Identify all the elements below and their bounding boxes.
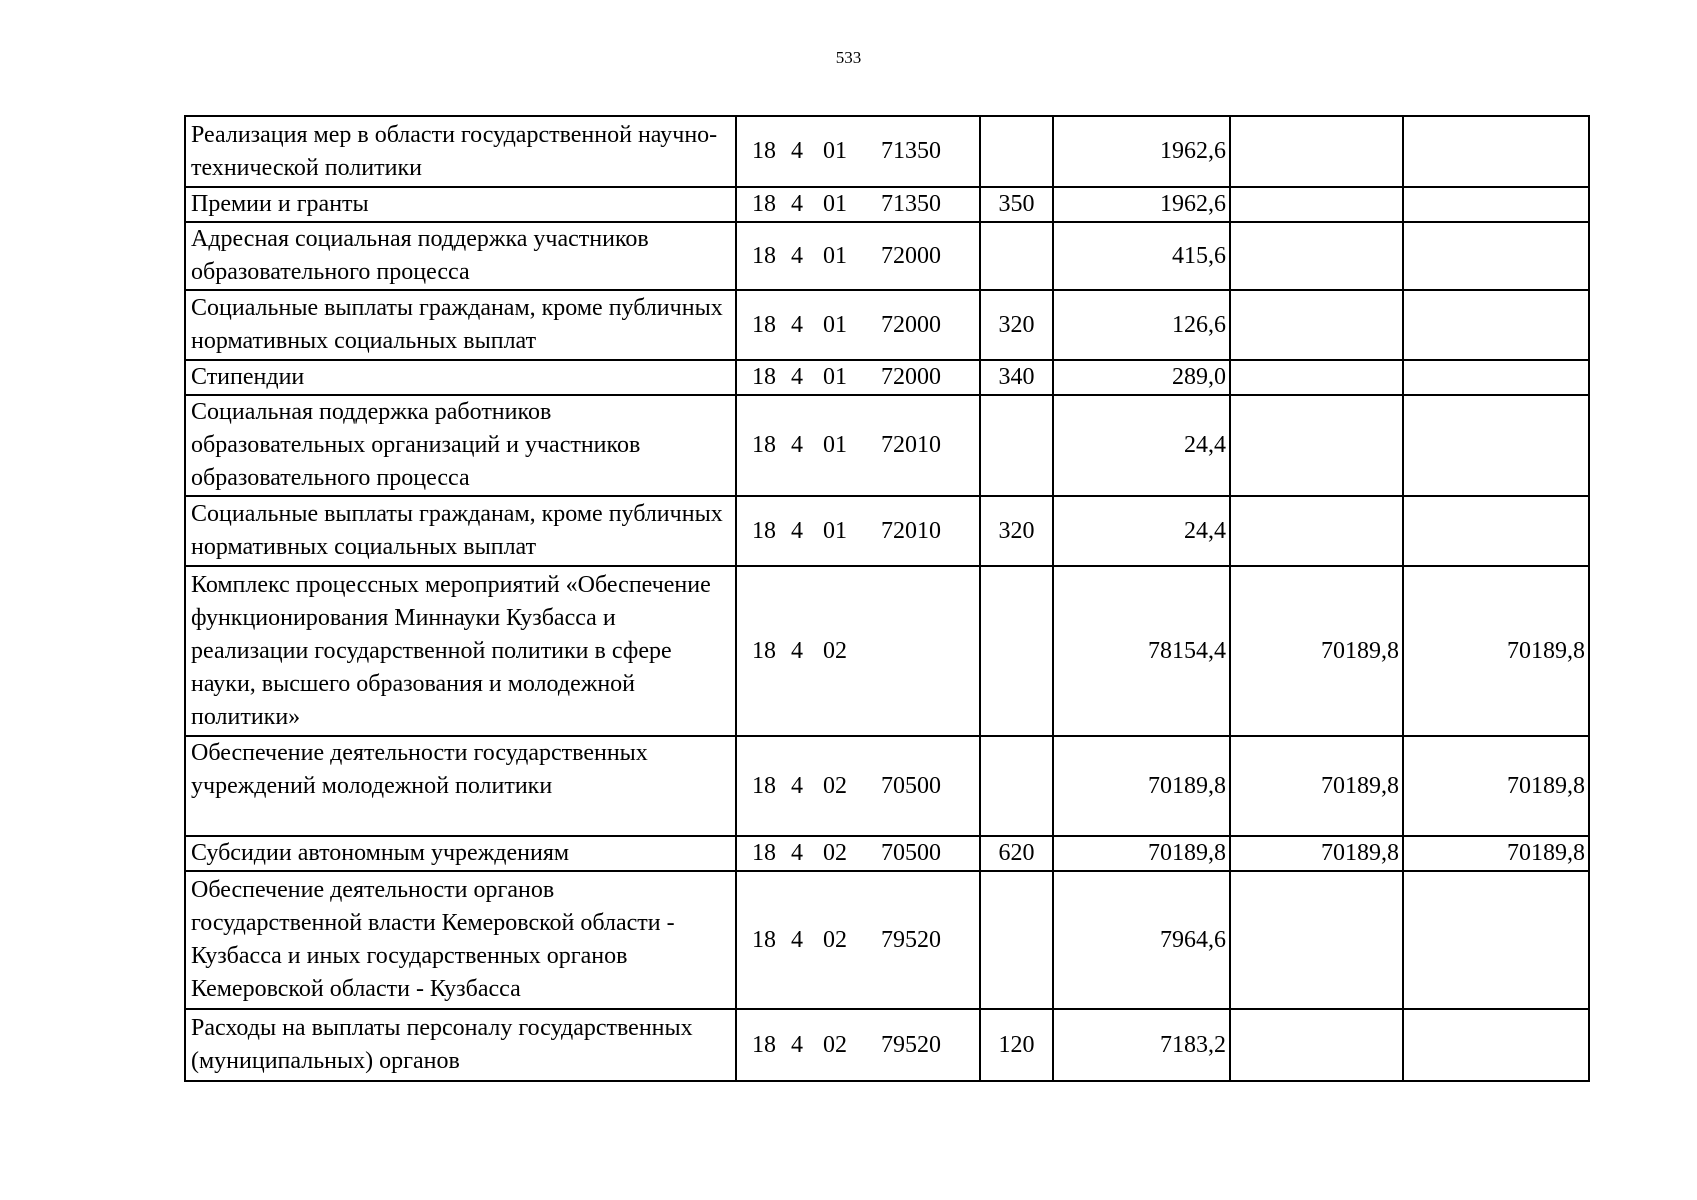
row-name: Обеспечение деятельности государственных учреждений молодежной политики bbox=[185, 736, 736, 836]
amount-year-2 bbox=[1230, 290, 1403, 360]
table-row bbox=[185, 871, 1589, 1009]
amount-year-2 bbox=[1230, 395, 1403, 496]
event-code: 02 bbox=[823, 772, 847, 799]
expense-type-code: 320 bbox=[980, 496, 1053, 566]
amount-year-1: 70189,8 bbox=[1053, 836, 1230, 871]
table-row bbox=[185, 566, 1589, 736]
table-row bbox=[185, 360, 1589, 395]
row-code bbox=[736, 187, 980, 222]
row-code bbox=[736, 222, 980, 290]
program-code: 18 bbox=[752, 432, 776, 458]
subprogram-code: 4 bbox=[791, 191, 803, 217]
direction-code: 79520 bbox=[881, 1031, 941, 1058]
program-code: 18 bbox=[752, 311, 776, 338]
amount-year-3 bbox=[1403, 496, 1589, 566]
event-code: 02 bbox=[823, 840, 847, 866]
amount-year-1: 1962,6 bbox=[1053, 116, 1230, 187]
row-name: Социальные выплаты гражданам, кроме публичных нормативных социальных выплат bbox=[185, 290, 736, 360]
row-code bbox=[736, 736, 980, 836]
row-name: Стипендии bbox=[185, 360, 736, 395]
amount-year-3: 70189,8 bbox=[1403, 736, 1589, 836]
program-code: 18 bbox=[752, 840, 776, 866]
table-row bbox=[185, 395, 1589, 496]
row-name: Расходы на выплаты персоналу государственных (муниципальных) органов bbox=[185, 1009, 736, 1081]
row-code bbox=[736, 1009, 980, 1081]
row-name: Обеспечение деятельности органов государственной власти Кемеровской области - Кузбасса и иных государственных органов Кемеровской области - Кузбасса bbox=[185, 871, 736, 1009]
amount-year-1: 7964,6 bbox=[1053, 871, 1230, 1009]
event-code: 02 bbox=[823, 637, 847, 664]
row-code bbox=[736, 836, 980, 871]
amount-year-1: 415,6 bbox=[1053, 222, 1230, 290]
amount-year-1: 24,4 bbox=[1053, 496, 1230, 566]
row-code bbox=[736, 395, 980, 496]
direction-code: 70500 bbox=[881, 840, 941, 866]
amount-year-3: 70189,8 bbox=[1403, 836, 1589, 871]
table-row bbox=[185, 1009, 1589, 1081]
row-code bbox=[736, 360, 980, 395]
expense-type-code: 320 bbox=[980, 290, 1053, 360]
amount-year-3 bbox=[1403, 395, 1589, 496]
amount-year-2 bbox=[1230, 222, 1403, 290]
expense-type-code bbox=[980, 871, 1053, 1009]
subprogram-code: 4 bbox=[791, 364, 803, 390]
direction-code: 71350 bbox=[881, 191, 941, 217]
program-code: 18 bbox=[752, 637, 776, 664]
amount-year-1: 126,6 bbox=[1053, 290, 1230, 360]
subprogram-code: 4 bbox=[791, 637, 803, 664]
row-name: Премии и гранты bbox=[185, 187, 736, 222]
expense-type-code: 620 bbox=[980, 836, 1053, 871]
subprogram-code: 4 bbox=[791, 138, 803, 164]
event-code: 01 bbox=[823, 242, 847, 269]
budget-table bbox=[184, 115, 1590, 1082]
table-row bbox=[185, 116, 1589, 187]
event-code: 02 bbox=[823, 926, 847, 953]
event-code: 01 bbox=[823, 138, 847, 164]
expense-type-code bbox=[980, 566, 1053, 736]
amount-year-2 bbox=[1230, 1009, 1403, 1081]
amount-year-3 bbox=[1403, 187, 1589, 222]
subprogram-code: 4 bbox=[791, 311, 803, 338]
amount-year-2 bbox=[1230, 871, 1403, 1009]
amount-year-3 bbox=[1403, 290, 1589, 360]
row-code bbox=[736, 566, 980, 736]
table-row bbox=[185, 836, 1589, 871]
event-code: 01 bbox=[823, 311, 847, 338]
amount-year-2: 70189,8 bbox=[1230, 566, 1403, 736]
subprogram-code: 4 bbox=[791, 772, 803, 799]
program-code: 18 bbox=[752, 1031, 776, 1058]
row-name: Реализация мер в области государственной научно-технической политики bbox=[185, 116, 736, 187]
program-code: 18 bbox=[752, 191, 776, 217]
row-name: Субсидии автономным учреждениям bbox=[185, 836, 736, 871]
direction-code: 72000 bbox=[881, 311, 941, 338]
row-name: Адресная социальная поддержка участников образовательного процесса bbox=[185, 222, 736, 290]
amount-year-2 bbox=[1230, 187, 1403, 222]
amount-year-1: 78154,4 bbox=[1053, 566, 1230, 736]
event-code: 01 bbox=[823, 364, 847, 390]
amount-year-2 bbox=[1230, 116, 1403, 187]
expense-type-code bbox=[980, 116, 1053, 187]
subprogram-code: 4 bbox=[791, 517, 803, 544]
expense-type-code: 120 bbox=[980, 1009, 1053, 1081]
page-number: 533 bbox=[835, 48, 862, 67]
amount-year-3 bbox=[1403, 1009, 1589, 1081]
program-code: 18 bbox=[752, 242, 776, 269]
row-name: Социальные выплаты гражданам, кроме публичных нормативных социальных выплат bbox=[185, 496, 736, 566]
expense-type-code bbox=[980, 222, 1053, 290]
amount-year-2 bbox=[1230, 496, 1403, 566]
amount-year-3: 70189,8 bbox=[1403, 566, 1589, 736]
event-code: 01 bbox=[823, 517, 847, 544]
row-code bbox=[736, 871, 980, 1009]
amount-year-1: 70189,8 bbox=[1053, 736, 1230, 836]
amount-year-2 bbox=[1230, 360, 1403, 395]
program-code: 18 bbox=[752, 772, 776, 799]
table-row bbox=[185, 290, 1589, 360]
row-name: Комплекс процессных мероприятий «Обеспечение функционирования Миннауки Кузбасса и реализации государственной политики в сфере науки, высшего образования и молодежной политики» bbox=[185, 566, 736, 736]
amount-year-2: 70189,8 bbox=[1230, 736, 1403, 836]
table-row bbox=[185, 222, 1589, 290]
amount-year-2: 70189,8 bbox=[1230, 836, 1403, 871]
table-row bbox=[185, 736, 1589, 836]
row-code bbox=[736, 290, 980, 360]
table-row bbox=[185, 187, 1589, 222]
event-code: 01 bbox=[823, 191, 847, 217]
program-code: 18 bbox=[752, 517, 776, 544]
row-name: Социальная поддержка работников образовательных организаций и участников образовательного процесса bbox=[185, 395, 736, 496]
program-code: 18 bbox=[752, 364, 776, 390]
subprogram-code: 4 bbox=[791, 840, 803, 866]
subprogram-code: 4 bbox=[791, 432, 803, 458]
direction-code: 72000 bbox=[881, 364, 941, 390]
program-code: 18 bbox=[752, 138, 776, 164]
expense-type-code: 340 bbox=[980, 360, 1053, 395]
row-code bbox=[736, 116, 980, 187]
amount-year-1: 1962,6 bbox=[1053, 187, 1230, 222]
direction-code: 79520 bbox=[881, 926, 941, 953]
expense-type-code: 350 bbox=[980, 187, 1053, 222]
amount-year-3 bbox=[1403, 116, 1589, 187]
expense-type-code bbox=[980, 395, 1053, 496]
direction-code: 72000 bbox=[881, 242, 941, 269]
row-code bbox=[736, 496, 980, 566]
amount-year-1: 24,4 bbox=[1053, 395, 1230, 496]
direction-code: 71350 bbox=[881, 138, 941, 164]
table-row bbox=[185, 496, 1589, 566]
program-code: 18 bbox=[752, 926, 776, 953]
direction-code: 70500 bbox=[881, 772, 941, 799]
amount-year-3 bbox=[1403, 360, 1589, 395]
event-code: 01 bbox=[823, 432, 847, 458]
event-code: 02 bbox=[823, 1031, 847, 1058]
amount-year-1: 289,0 bbox=[1053, 360, 1230, 395]
subprogram-code: 4 bbox=[791, 1031, 803, 1058]
direction-code: 72010 bbox=[881, 432, 941, 458]
subprogram-code: 4 bbox=[791, 926, 803, 953]
subprogram-code: 4 bbox=[791, 242, 803, 269]
amount-year-3 bbox=[1403, 871, 1589, 1009]
amount-year-3 bbox=[1403, 222, 1589, 290]
expense-type-code bbox=[980, 736, 1053, 836]
amount-year-1: 7183,2 bbox=[1053, 1009, 1230, 1081]
direction-code: 72010 bbox=[881, 517, 941, 544]
